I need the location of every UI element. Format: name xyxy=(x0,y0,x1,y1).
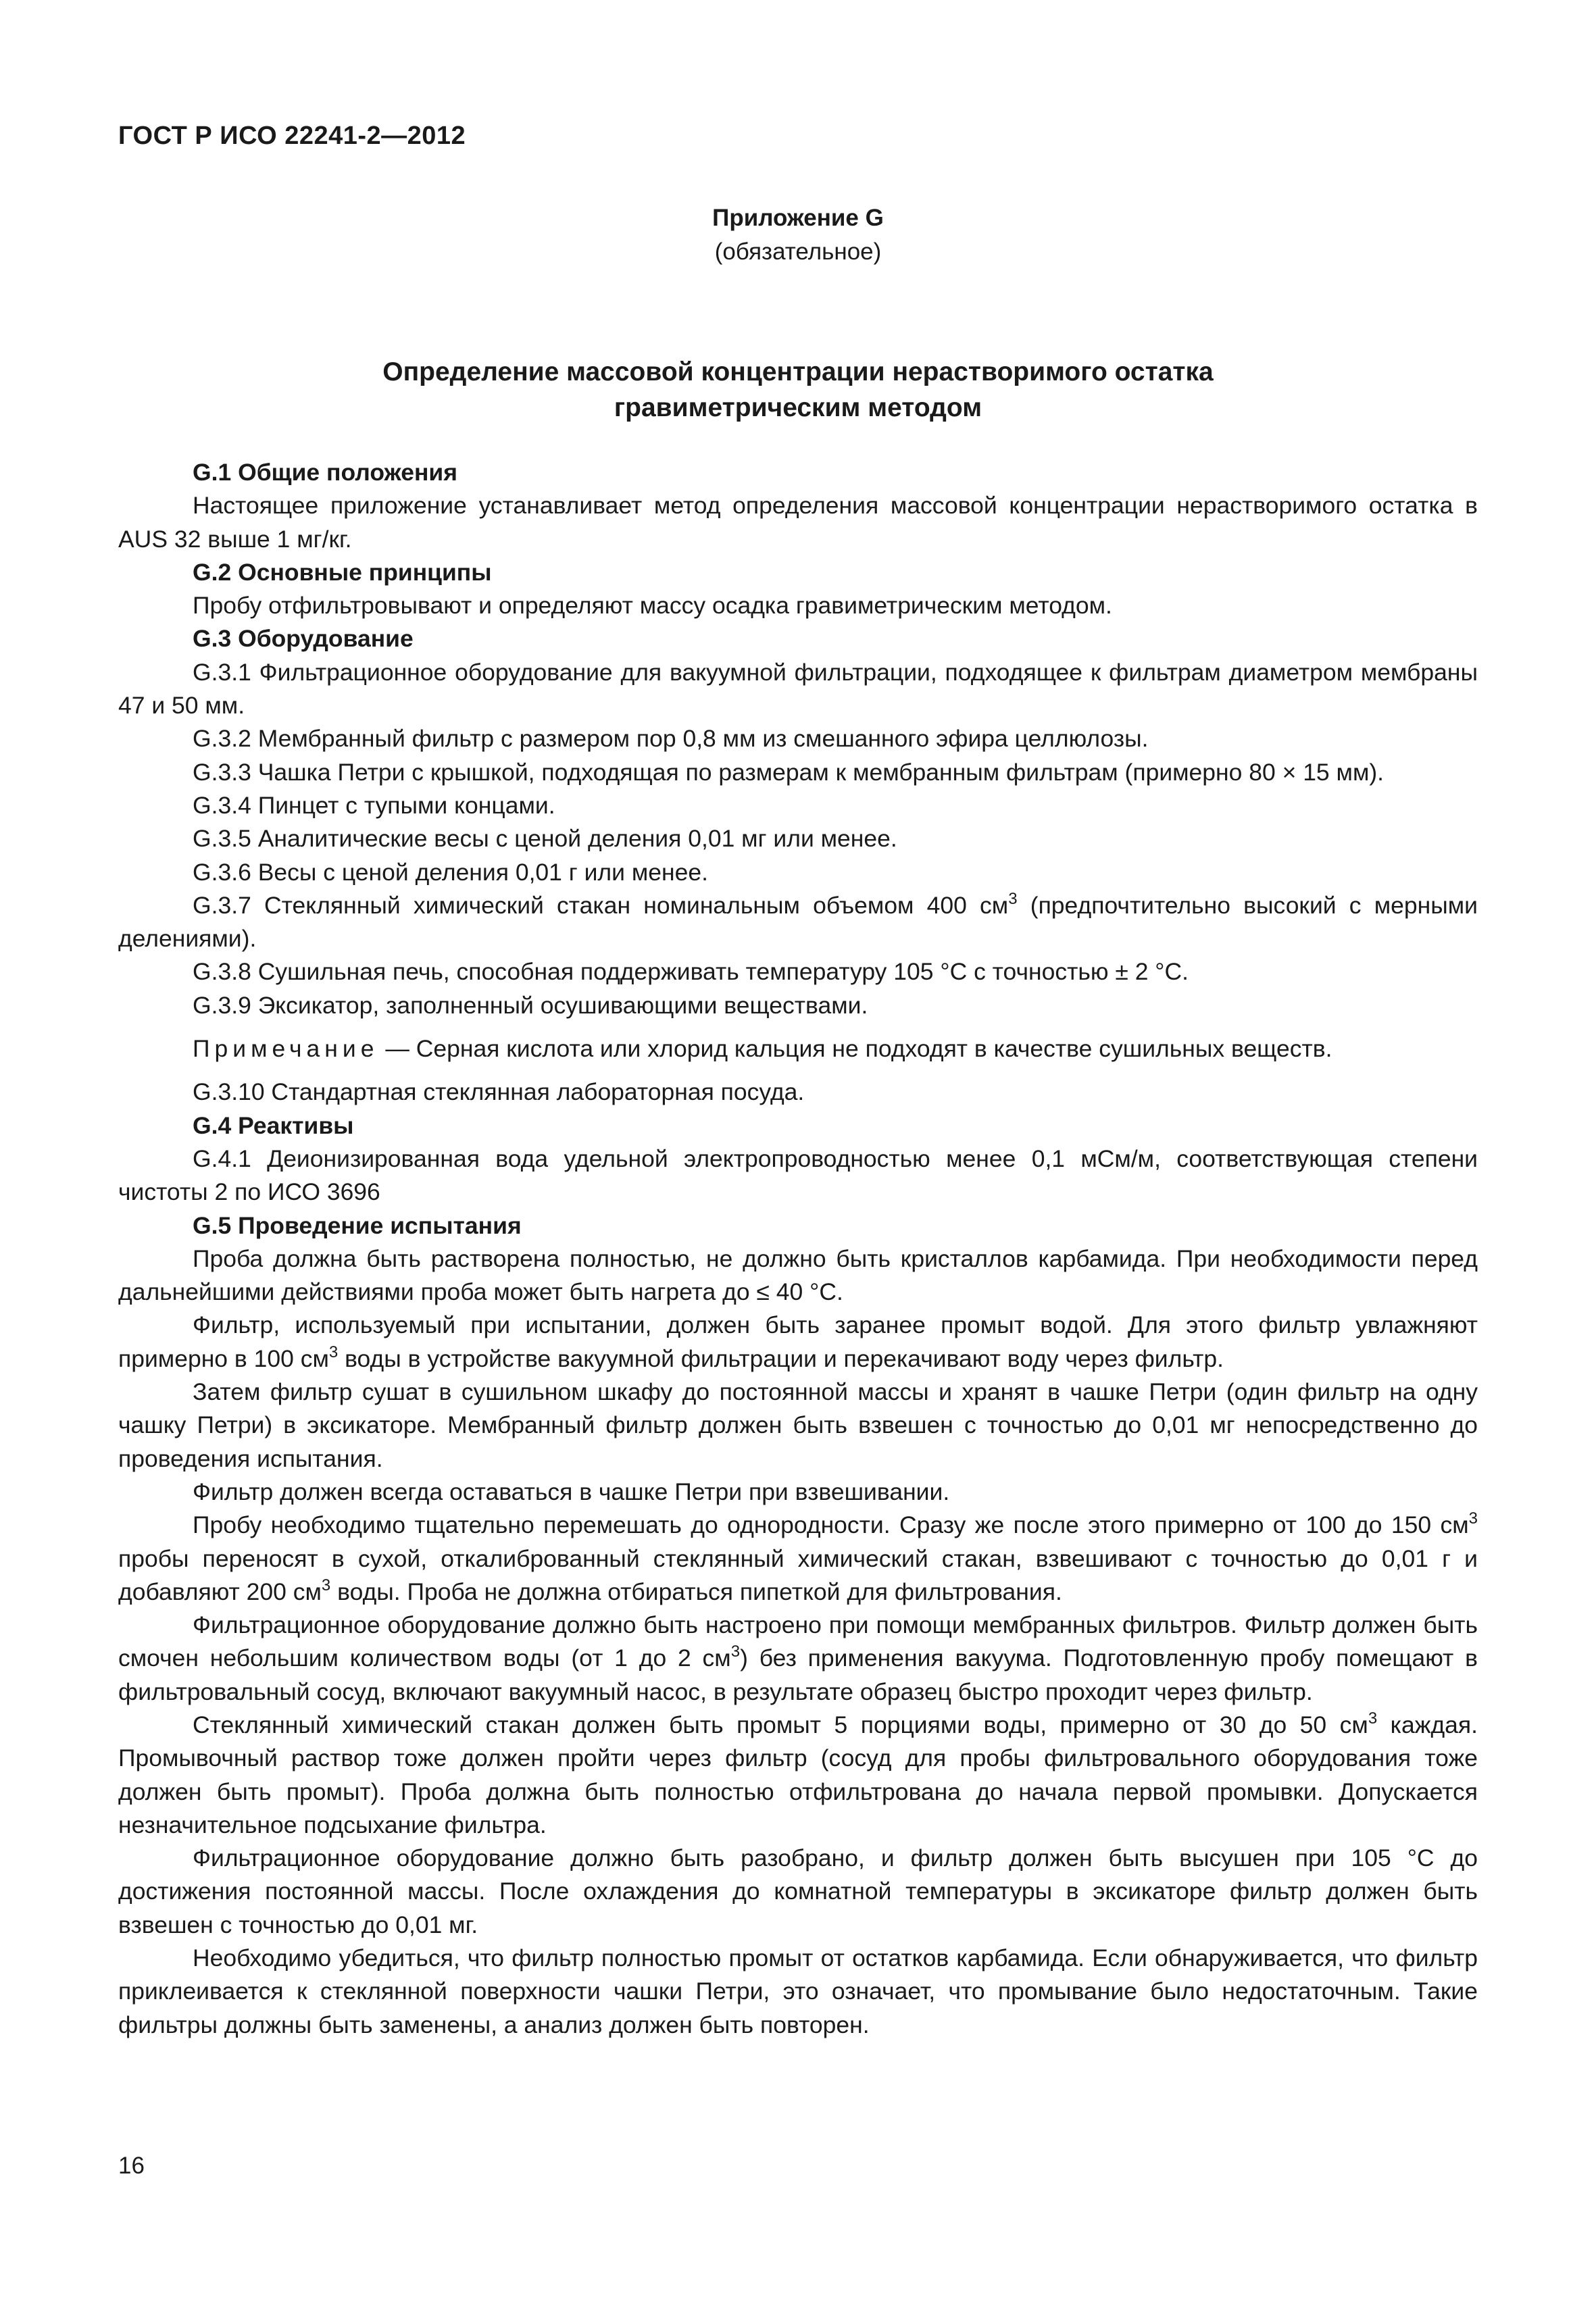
unit-superscript: 3 xyxy=(730,1642,741,1661)
equipment-item-g3-7 xyxy=(118,889,1478,956)
note xyxy=(118,1032,1478,1065)
paragraph-g5-9: Необходимо убедиться, что фильтр полностью промыт от остатков карбамида. Если обнаруживается, что фильтр приклеивается к стеклянной поверхности чашки Петри, это означает, что промывание было недостаточным. Такие фильтры должны быть заменены, а анализ должен быть повторен. xyxy=(118,1944,1478,2038)
paragraph-g5-5-text-b: пробы переносят в сухой, откалиброванный стеклянный химический стакан, взвешивают с точностью до 0,01 г и добавляют 200 см xyxy=(118,1544,1478,1605)
equipment-item-g3-1: G.3.1 Фильтрационное оборудование для вакуумной фильтрации, подходящее к фильтрам диаметром мембраны 47 и 50 мм. xyxy=(118,658,1478,720)
document-id-header: ГОСТ Р ИСО 22241-2—2012 xyxy=(118,122,466,150)
section-heading-g1: G.1 Общие положения xyxy=(193,459,457,486)
equipment-item-g3-10: G.3.10 Стандартная стеклянная лабораторная посуда. xyxy=(193,1078,805,1106)
paragraph-g5-5 xyxy=(118,1509,1478,1609)
annex-status: (обязательное) xyxy=(714,238,882,265)
paragraph-g5-2-tail: воды в устройстве вакуумной фильтрации и перекачивают воду через фильтр. xyxy=(338,1344,1224,1372)
unit-superscript: 3 xyxy=(1468,1509,1478,1528)
paragraph-g5-7-tail: каждая. Промывочный раствор тоже должен пройти через фильтр (сосуд для пробы фильтровального оборудования тоже должен быть промыт). Проба должна быть полностью отфильтрована до начала первой промывки. Допускается незначительное подсыхание фильтра. xyxy=(118,1711,1478,1838)
paragraph-g5-6 xyxy=(118,1609,1478,1709)
annex-heading xyxy=(0,201,1596,269)
paragraph-g5-7 xyxy=(118,1709,1478,1842)
paragraph-g5-6-text: Фильтрационное оборудование должно быть настроено при помощи мембранных фильтров. Фильтр должен быть смочен небольшим количеством воды (от 1 до 2 см xyxy=(118,1611,1478,1672)
annex-label: Приложение G xyxy=(712,205,884,231)
paragraph-g1: Настоящее приложение устанавливает метод определения массовой концентрации нерастворимого остатка в AUS 32 выше 1 мг/кг. xyxy=(118,492,1478,553)
section-heading-g2: G.2 Основные принципы xyxy=(193,558,492,586)
note-text: — Серная кислота или хлорид кальция не подходят в качестве сушильных веществ. xyxy=(378,1035,1332,1063)
paragraph-g5-4: Фильтр должен всегда оставаться в чашке Петри при взвешивании. xyxy=(193,1478,950,1505)
unit-superscript: 3 xyxy=(1368,1709,1378,1728)
paragraph-g2: Пробу отфильтровывают и определяют массу осадка гравиметрическим методом. xyxy=(193,592,1112,620)
annex-title-line-2: гравиметрическим методом xyxy=(614,393,982,422)
document-body xyxy=(118,456,1478,2042)
page-number: 16 xyxy=(118,2153,145,2179)
equipment-item-g3-7-tail: (предпочтительно высокий с мерными делениями). xyxy=(118,891,1478,953)
paragraph-g5-1: Проба должна быть растворена полностью, не должно быть кристаллов карбамида. При необходимости перед дальнейшими действиями проба может быть нагрета до ≤ 40 °С. xyxy=(118,1244,1478,1306)
equipment-item-g3-3: G.3.3 Чашка Петри с крышкой, подходящая по размерам к мембранным фильтрам (примерно 80 × 15 мм). xyxy=(193,758,1385,786)
paragraph-g5-6-tail: ) без применения вакуума. Подготовленную пробу помещают в фильтровальный сосуд, включают вакуумный насос, в результате образец быстро проходит через фильтр. xyxy=(118,1644,1478,1705)
paragraph-g5-3: Затем фильтр сушат в сушильном шкафу до постоянной массы и хранят в чашке Петри (один фильтр на одну чашку Петри) в эксикаторе. Мембранный фильтр должен быть взвешен с точностью до 0,01 мг непосредственно до проведения испытания. xyxy=(118,1378,1478,1472)
paragraph-g4-1: G.4.1 Деионизированная вода удельной электропроводностью менее 0,1 мСм/м, соответствующая степени чистоты 2 по ИСО 3696 xyxy=(118,1145,1478,1206)
equipment-item-g3-4: G.3.4 Пинцет с тупыми концами. xyxy=(193,791,555,819)
annex-title xyxy=(118,354,1478,426)
paragraph-g5-8: Фильтрационное оборудование должно быть разобрано, и фильтр должен быть высушен при 105 °С до достижения постоянной массы. После охлаждения до комнатной температуры в эксикаторе фильтр должен быть взвешен с точностью до 0,01 мг. xyxy=(118,1844,1478,1938)
paragraph-g5-7-text: Стеклянный химический стакан должен быть промыт 5 порциями воды, примерно от 30 до 50 см xyxy=(193,1711,1368,1738)
paragraph-g5-5-text-a: Пробу необходимо тщательно перемешать до однородности. Сразу же после этого примерно от 100 до 150 см xyxy=(193,1511,1469,1539)
equipment-item-g3-5: G.3.5 Аналитические весы с ценой деления 0,01 мг или менее. xyxy=(193,825,897,853)
paragraph-g5-2 xyxy=(118,1309,1478,1376)
equipment-item-g3-8: G.3.8 Сушильная печь, способная поддерживать температуру 105 °С с точностью ± 2 °С. xyxy=(193,958,1189,986)
equipment-item-g3-2: G.3.2 Мембранный фильтр с размером пор 0,8 мм из смешанного эфира целлюлозы. xyxy=(193,725,1149,753)
annex-title-line-1: Определение массовой концентрации нерастворимого остатка xyxy=(382,357,1214,386)
section-heading-g3: G.3 Оборудование xyxy=(193,625,414,653)
equipment-item-g3-6: G.3.6 Весы с ценой деления 0,01 г или менее. xyxy=(193,858,708,886)
equipment-item-g3-7-text: G.3.7 Стеклянный химический стакан номинальным объемом 400 см xyxy=(193,891,1009,919)
paragraph-g5-5-text-c: воды. Проба не должна отбираться пипеткой для фильтрования. xyxy=(330,1578,1062,1605)
unit-superscript: 3 xyxy=(328,1342,339,1361)
section-heading-g5: G.5 Проведение испытания xyxy=(193,1211,522,1239)
note-label: Примечание xyxy=(193,1035,379,1063)
section-heading-g4: G.4 Реактивы xyxy=(193,1111,354,1139)
unit-superscript: 3 xyxy=(1008,889,1018,908)
paragraph-g5-2-text: Фильтр, используемый при испытании, должен быть заранее промыт водой. Для этого фильтр увлажняют примерно в 100 см xyxy=(118,1311,1478,1372)
unit-superscript: 3 xyxy=(321,1576,331,1594)
equipment-item-g3-9: G.3.9 Эксикатор, заполненный осушивающими веществами. xyxy=(193,991,868,1019)
